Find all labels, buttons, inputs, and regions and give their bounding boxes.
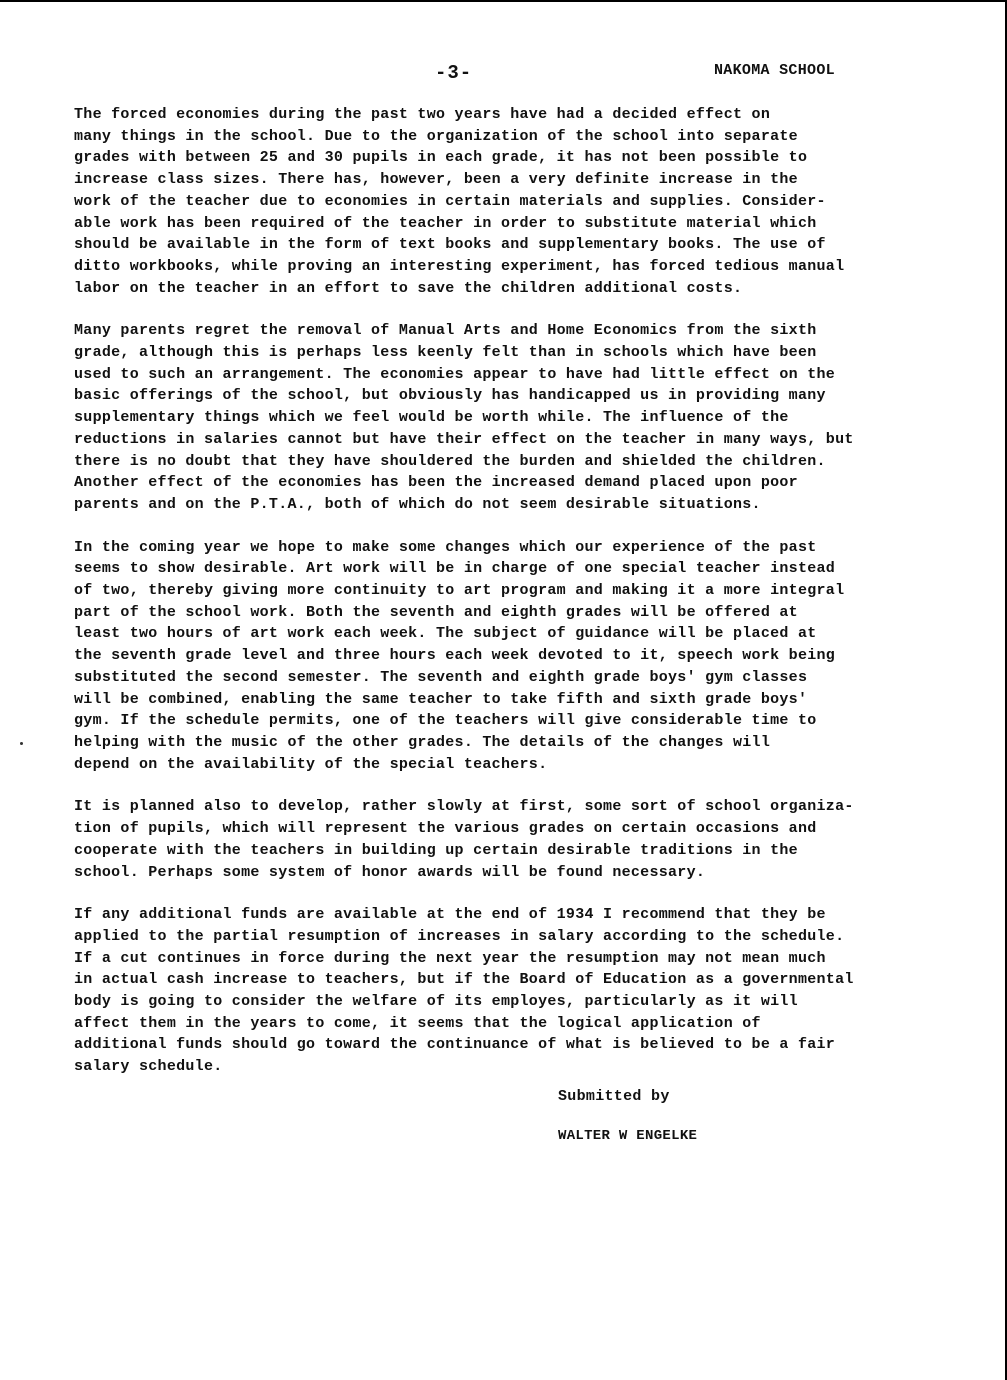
text-line: In the coming year we hope to make some changes which our experience of the past: [74, 538, 817, 556]
page-number: -3-: [435, 62, 473, 84]
text-line: parents and on the P.T.A., both of which do not seem desirable situations.: [74, 495, 761, 513]
text-line: If any additional funds are available at the end of 1934 I recommend that they be: [74, 906, 826, 924]
text-line: salary schedule.: [74, 1058, 223, 1076]
text-line: Another effect of the economies has been the increased demand placed upon poor: [74, 474, 798, 492]
text-line: gym. If the schedule permits, one of the teachers will give considerable time to: [74, 712, 817, 730]
school-name-header: NAKOMA SCHOOL: [714, 62, 835, 79]
text-line: many things in the school. Due to the organization of the school into separate: [74, 127, 798, 145]
text-line: If a cut continues in force during the next year the resumption may not mean much: [74, 949, 826, 967]
text-line: part of the school work. Both the seventh and eighth grades will be offered at: [74, 603, 798, 621]
paragraph-parents-regret: [74, 320, 979, 515]
text-line: labor on the teacher in an effort to save the children additional costs.: [74, 279, 743, 297]
text-line: body is going to consider the welfare of its employes, particularly as it will: [74, 993, 798, 1011]
text-line: supplementary things which we feel would be worth while. The influence of the: [74, 409, 789, 427]
text-line: applied to the partial resumption of increases in salary according to the schedule.: [74, 927, 845, 945]
text-line: ditto workbooks, while proving an interesting experiment, has forced tedious manual: [74, 257, 845, 275]
text-line: will be combined, enabling the same teacher to take fifth and sixth grade boys': [74, 690, 808, 708]
text-line: additional funds should go toward the continuance of what is believed to be a fair: [74, 1036, 836, 1054]
text-line: in actual cash increase to teachers, but if the Board of Education as a governmental: [74, 971, 854, 989]
text-line: helping with the music of the other grades. The details of the changes will: [74, 733, 771, 751]
letter-body: [74, 104, 979, 1099]
text-line: there is no doubt that they have shouldered the burden and shielded the children.: [74, 452, 826, 470]
paragraph-coming-year: [74, 537, 979, 776]
text-line: least two hours of art work each week. The subject of guidance will be placed at: [74, 625, 817, 643]
submitted-by-label: Submitted by: [558, 1088, 670, 1105]
text-line: used to such an arrangement. The economies appear to have had little effect on the: [74, 365, 836, 383]
text-line: of two, thereby giving more continuity to art program and making it a more integral: [74, 582, 845, 600]
text-line: work of the teacher due to economies in certain materials and supplies. Consider-: [74, 192, 826, 210]
text-line: grades with between 25 and 30 pupils in each grade, it has not been possible to: [74, 149, 808, 167]
text-line: cooperate with the teachers in building up certain desirable traditions in the: [74, 841, 798, 859]
scan-top-edge: [0, 0, 1007, 2]
text-line: Many parents regret the removal of Manual Arts and Home Economics from the sixth: [74, 322, 817, 340]
paragraph-additional-funds: [74, 904, 979, 1078]
scan-speck: [20, 742, 23, 745]
text-line: depend on the availability of the special teachers.: [74, 755, 548, 773]
signer-name: WALTER W ENGELKE: [558, 1128, 698, 1144]
text-line: It is planned also to develop, rather slowly at first, some sort of school organiza-: [74, 798, 854, 816]
text-line: able work has been required of the teacher in order to substitute material which: [74, 214, 817, 232]
text-line: basic offerings of the school, but obviously has handicapped us in providing many: [74, 387, 826, 405]
text-line: the seventh grade level and three hours each week devoted to it, speech work being: [74, 647, 836, 665]
text-line: reductions in salaries cannot but have their effect on the teacher in many ways, but: [74, 430, 854, 448]
text-line: should be available in the form of text books and supplementary books. The use of: [74, 236, 826, 254]
text-line: seems to show desirable. Art work will be in charge of one special teacher instead: [74, 560, 836, 578]
text-line: school. Perhaps some system of honor awards will be found necessary.: [74, 863, 706, 881]
text-line: grade, although this is perhaps less keenly felt than in schools which have been: [74, 344, 817, 362]
text-line: affect them in the years to come, it seems that the logical application of: [74, 1014, 761, 1032]
paragraph-forced-economies: [74, 104, 979, 299]
text-line: increase class sizes. There has, however, been a very definite increase in the: [74, 171, 798, 189]
text-line: The forced economies during the past two years have had a decided effect on: [74, 106, 771, 123]
text-line: tion of pupils, which will represent the various grades on certain occasions and: [74, 820, 817, 838]
paragraph-school-organization: [74, 796, 979, 883]
text-line: substituted the second semester. The seventh and eighth grade boys' gym classes: [74, 668, 808, 686]
